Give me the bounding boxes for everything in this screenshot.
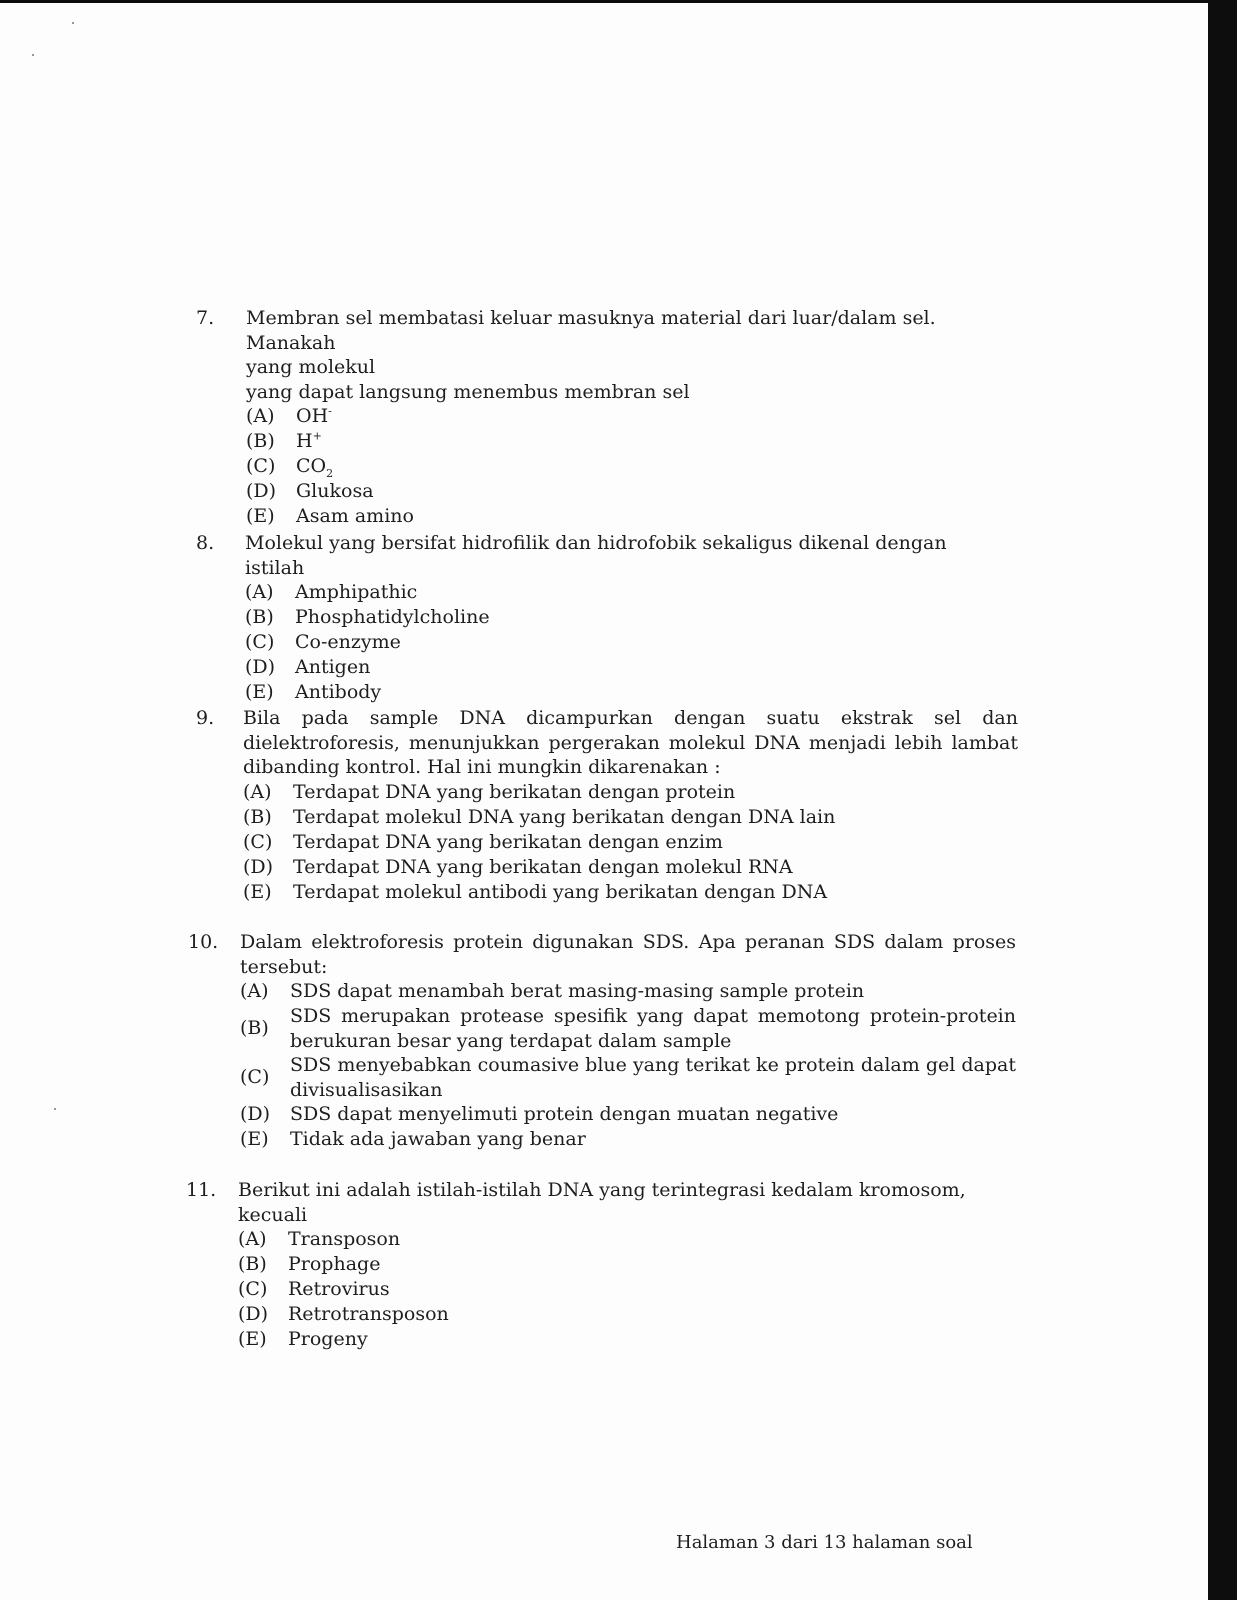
answer-option-e (246, 504, 996, 529)
option-subscript: 2 (326, 466, 334, 480)
question-stem (245, 531, 996, 705)
option-letter: (C) (238, 1278, 268, 1300)
option-charge: - (328, 404, 332, 418)
option-formula: CO (296, 455, 327, 477)
option-text (296, 404, 996, 429)
question-stem (243, 706, 1018, 905)
option-text: Amphipathic (295, 581, 418, 603)
option-formula: H (296, 430, 313, 452)
option-text: Retrovirus (288, 1278, 390, 1300)
answer-option-b (246, 429, 996, 454)
option-letter: (B) (246, 430, 275, 452)
option-letter: (B) (240, 1017, 269, 1039)
answer-option-a (238, 1227, 996, 1252)
option-letter: (D) (238, 1303, 269, 1325)
option-letter: (A) (243, 780, 272, 803)
answer-option-c (246, 454, 996, 479)
option-text (296, 429, 996, 454)
option-letter: (B) (243, 805, 272, 828)
question-number: 9. (196, 707, 215, 729)
option-text: SDS merupakan protease spesifik yang dapat memotong protein-protein berukuran besar yang terdapat dalam sample (290, 1005, 1016, 1052)
answer-option-e (240, 1127, 1016, 1152)
question-stem-text: Dalam elektroforesis protein digunakan SDS. Apa peranan SDS dalam proses tersebut: (240, 931, 1016, 978)
option-letter: (D) (245, 656, 276, 678)
answer-options (243, 780, 1018, 905)
question-stem (238, 1178, 996, 1352)
option-text: Terdapat DNA yang berikatan dengan molekul RNA (293, 855, 793, 878)
option-text: Terdapat DNA yang berikatan dengan protein (293, 780, 736, 803)
answer-option-a (246, 404, 996, 429)
option-letter: (E) (238, 1328, 267, 1350)
answer-option-e (243, 880, 1018, 905)
question-number: 7. (196, 307, 215, 329)
answer-option-d (245, 655, 996, 680)
option-text: Terdapat molekul DNA yang berikatan dengan DNA lain (293, 805, 836, 828)
answer-option-c (245, 630, 996, 655)
option-text (296, 454, 996, 479)
option-letter: (A) (245, 581, 274, 603)
option-text: Co-enzyme (295, 631, 401, 653)
option-text: Prophage (288, 1253, 381, 1275)
option-letter: (D) (243, 855, 274, 878)
answer-option-e (238, 1327, 996, 1352)
option-text: Phosphatidylcholine (295, 606, 490, 628)
question-stem-line: Membran sel membatasi keluar masuknya material dari luar/dalam sel. Manakah (246, 307, 936, 354)
option-letter: (E) (240, 1128, 269, 1150)
option-letter: (A) (240, 980, 269, 1002)
option-letter: (E) (246, 505, 275, 527)
question-stem-line: yang molekul (246, 356, 376, 378)
answer-option-c (243, 830, 1018, 855)
answer-option-e (245, 680, 996, 705)
question-stem-line: Berikut ini adalah istilah-istilah DNA yang terintegrasi kedalam kromosom, kecuali (238, 1179, 966, 1226)
question-stem-line: yang dapat langsung menembus membran sel (246, 380, 690, 403)
question-stem (246, 306, 996, 529)
option-text: Terdapat DNA yang berikatan dengan enzim (293, 830, 723, 853)
scan-border-right (1208, 0, 1237, 1600)
answer-option-d (246, 479, 996, 504)
option-letter: (A) (246, 405, 275, 427)
option-letter: (C) (243, 830, 273, 853)
option-text: Retrotransposon (288, 1303, 449, 1325)
scan-speck (32, 54, 34, 56)
answer-option-b (240, 1004, 1016, 1053)
answer-option-a (243, 780, 1018, 805)
scan-border-top (0, 0, 1237, 3)
answer-option-b (238, 1252, 996, 1277)
option-letter: (B) (245, 606, 274, 628)
answer-options (246, 404, 996, 529)
option-text: Transposon (288, 1228, 401, 1250)
answer-option-c (238, 1277, 996, 1302)
question-number: 8. (196, 532, 215, 554)
option-letter: (E) (245, 681, 274, 703)
option-letter: (C) (246, 455, 276, 477)
answer-option-b (243, 805, 1018, 830)
option-text: Progeny (288, 1328, 368, 1350)
answer-option-a (240, 979, 1016, 1004)
question-stem (240, 930, 1016, 1152)
option-letter: (B) (238, 1253, 267, 1275)
option-text: Terdapat molekul antibodi yang berikatan dengan DNA (293, 880, 828, 903)
option-letter: (D) (240, 1103, 271, 1125)
option-letter: (E) (243, 880, 272, 903)
question-number: 11. (186, 1179, 217, 1201)
option-text: SDS menyebabkan coumasive blue yang terikat ke protein dalam gel dapat divisualisasikan (290, 1054, 1016, 1101)
option-letter: (D) (246, 480, 277, 502)
answer-options (238, 1227, 996, 1352)
option-text: Tidak ada jawaban yang benar (290, 1128, 586, 1150)
scan-speck (72, 22, 74, 24)
answer-options (240, 979, 1016, 1152)
option-formula: OH (296, 405, 329, 427)
question-number: 10. (188, 931, 219, 953)
option-letter: (C) (240, 1066, 270, 1088)
option-text: Antigen (295, 656, 371, 678)
question-stem-text: Bila pada sample DNA dicampurkan dengan suatu ekstrak sel dan dielektroforesis, menunjukkan pergerakan molekul DNA menjadi lebih lambat dibanding kontrol. Hal ini mungkin dikarenakan : (243, 707, 1018, 778)
option-letter: (A) (238, 1228, 267, 1250)
answer-option-d (243, 855, 1018, 880)
answer-option-d (238, 1302, 996, 1327)
option-text: Antibody (295, 681, 382, 703)
option-text: SDS dapat menambah berat masing-masing sample protein (290, 980, 865, 1002)
answer-option-a (245, 580, 996, 605)
page-footer: Halaman 3 dari 13 halaman soal (676, 1532, 973, 1553)
option-text: SDS dapat menyelimuti protein dengan muatan negative (290, 1103, 839, 1125)
option-letter: (C) (245, 631, 275, 653)
option-text: Glukosa (296, 480, 374, 502)
answer-option-b (245, 605, 996, 630)
answer-options (245, 580, 996, 705)
answer-option-d (240, 1102, 1016, 1127)
option-text: Asam amino (296, 505, 414, 527)
question-stem-line: Molekul yang bersifat hidrofilik dan hidrofobik sekaligus dikenal dengan istilah (245, 532, 947, 579)
answer-option-c (240, 1053, 1016, 1102)
scan-speck (54, 1108, 56, 1110)
option-charge: + (312, 429, 322, 443)
